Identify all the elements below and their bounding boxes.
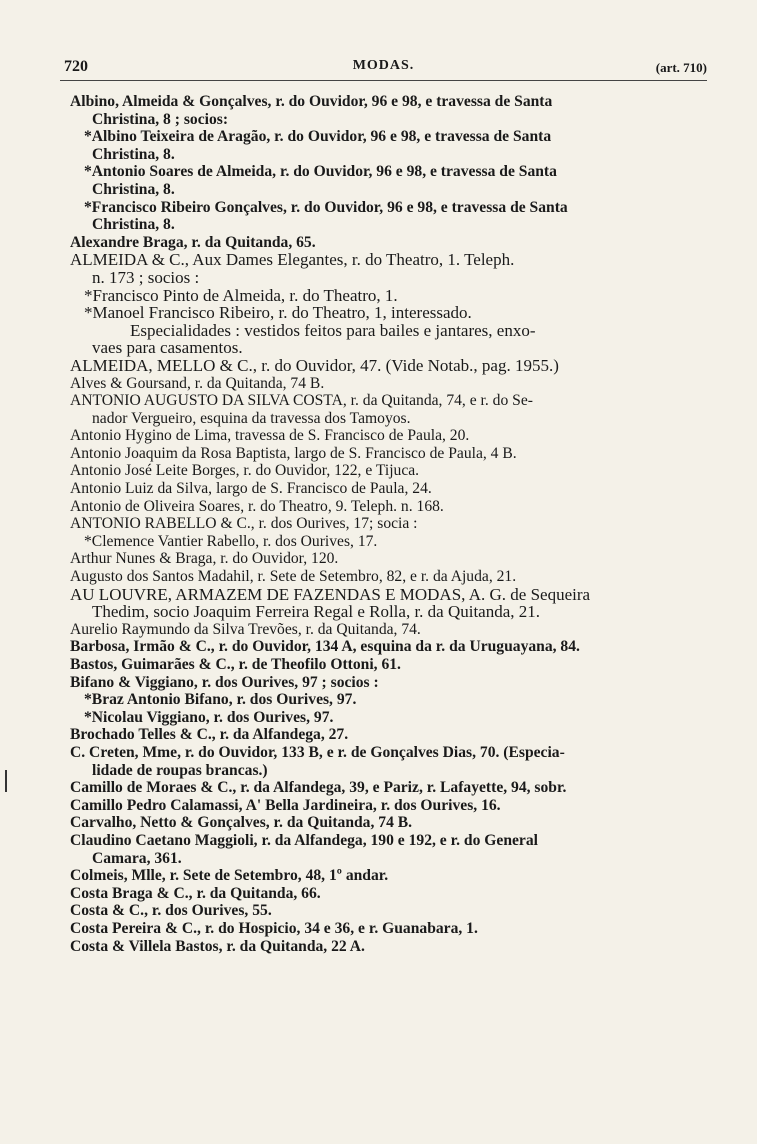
directory-line: C. Creten, Mme, r. do Ouvidor, 133 B, e r. de Gonçalves Dias, 70. (Especia- [70,743,565,761]
directory-line: Colmeis, Mlle, r. Sete de Setembro, 48, 1º andar. [70,867,389,885]
directory-line: Bastos, Guimarães & C., r. de Theofilo Ottoni, 61. [70,656,401,673]
directory-line: Costa Pereira & C., r. do Hospicio, 34 e 36, e r. Guanabara, 1. [70,919,478,937]
margin-mark [5,770,7,792]
directory-line: Camillo de Moraes & C., r. da Alfandega, 39, e Pariz, r. Lafayette, 94, sobr. [70,779,567,797]
directory-line: ANTONIO RABELLO & C., r. dos Ourives, 17; socia : [70,515,418,533]
directory-line: Christina, 8 ; socios: [92,110,229,128]
directory-line: n. 173 ; socios : [92,267,200,287]
directory-line: Arthur Nunes & Braga, r. do Ouvidor, 120. [70,550,339,568]
directory-line: Antonio José Leite Borges, r. do Ouvidor, 122, e Tijuca. [70,462,420,480]
directory-line: Bifano & Viggiano, r. dos Ourives, 97 ; socios : [70,673,379,691]
directory-line: *Francisco Pinto de Almeida, r. do Theatro, 1. [84,285,398,305]
directory-line: *Albino Teixeira de Aragão, r. do Ouvidor, 96 e 98, e travessa de Santa [84,128,552,146]
directory-line: ALMEIDA & C., Aux Dames Elegantes, r. do Theatro, 1. Teleph. [70,250,515,270]
directory-line: *Clemence Vantier Rabello, r. dos Ourives, 17. [84,532,378,550]
directory-line: Costa & Villela Bastos, r. da Quitanda, 22 A. [70,937,365,955]
directory-line: AU LOUVRE, ARMAZEM DE FAZENDAS E MODAS, A. G. de Sequeira [70,584,591,604]
directory-line: ANTONIO AUGUSTO DA SILVA COSTA, r. da Quitanda, 74, e r. do Se- [70,392,533,410]
directory-line: Camara, 361. [92,849,182,867]
directory-line: nador Vergueiro, esquina da travessa dos Tamoyos. [92,409,411,427]
directory-line: Antonio Luiz da Silva, largo de S. Francisco de Paula, 24. [70,480,432,498]
directory-line: Brochado Telles & C., r. da Alfandega, 27. [70,726,349,744]
directory-line: Barbosa, Irmão & C., r. do Ouvidor, 134 A, esquina da r. da Uruguayana, 84. [70,638,580,656]
directory-line: ALMEIDA, MELLO & C., r. do Ouvidor, 47. (Vide Notab., pag. 1955.) [70,355,559,375]
directory-line: vaes para casamentos. [92,338,243,358]
directory-line: Claudino Caetano Maggioli, r. da Alfandega, 190 e 192, e r. do General [70,831,538,849]
page-header [60,58,707,81]
directory-line: Christina, 8. [92,145,175,163]
directory-line: Antonio de Oliveira Soares, r. do Theatro, 9. Teleph. n. 168. [70,497,444,515]
directory-line: Carvalho, Netto & Gonçalves, r. da Quitanda, 74 B. [70,814,413,832]
directory-line: Costa & C., r. dos Ourives, 55. [70,902,272,920]
directory-line: Antonio Joaquim da Rosa Baptista, largo de S. Francisco de Paula, 4 B. [70,444,517,462]
section-title: MODAS. [352,58,415,73]
directory-line: *Antonio Soares de Almeida, r. do Ouvidor, 96 e 98, e travessa de Santa [84,163,557,181]
directory-line: lidade de roupas brancas.) [92,761,268,779]
directory-line: Aurelio Raymundo da Silva Trevões, r. da Quitanda, 74. [70,620,421,638]
directory-line: *Nicolau Viggiano, r. dos Ourives, 97. [84,708,334,726]
directory-line: Especialidades : vestidos feitos para bailes e jantares, enxo- [130,320,536,340]
directory-line: Alves & Goursand, r. da Quitanda, 74 B. [70,374,325,392]
directory-line: *Braz Antonio Bifano, r. dos Ourives, 97. [84,691,357,709]
directory-entries [70,93,710,955]
directory-line: Albino, Almeida & Gonçalves, r. do Ouvidor, 96 e 98, e travessa de Santa [70,93,553,110]
page-number: 720 [64,58,88,75]
directory-line: *Manoel Francisco Ribeiro, r. do Theatro, 1, interessado. [84,303,472,323]
article-reference: (art. 710) [655,60,707,75]
directory-line: Thedim, socio Joaquim Ferreira Regal e Rolla, r. da Quitanda, 21. [92,602,541,622]
directory-line: Augusto dos Santos Madahil, r. Sete de Setembro, 82, e r. da Ajuda, 21. [70,568,517,586]
directory-line: Costa Braga & C., r. da Quitanda, 66. [70,884,321,902]
directory-line: Antonio Hygino de Lima, travessa de S. Francisco de Paula, 20. [70,427,470,445]
directory-line: Christina, 8. [92,216,175,234]
directory-line: Christina, 8. [92,180,175,198]
directory-line: *Francisco Ribeiro Gonçalves, r. do Ouvidor, 96 e 98, e travessa de Santa [84,198,568,216]
directory-line: Alexandre Braga, r. da Quitanda, 65. [70,233,316,251]
directory-line: Camillo Pedro Calamassi, A' Bella Jardineira, r. dos Ourives, 16. [70,796,501,814]
